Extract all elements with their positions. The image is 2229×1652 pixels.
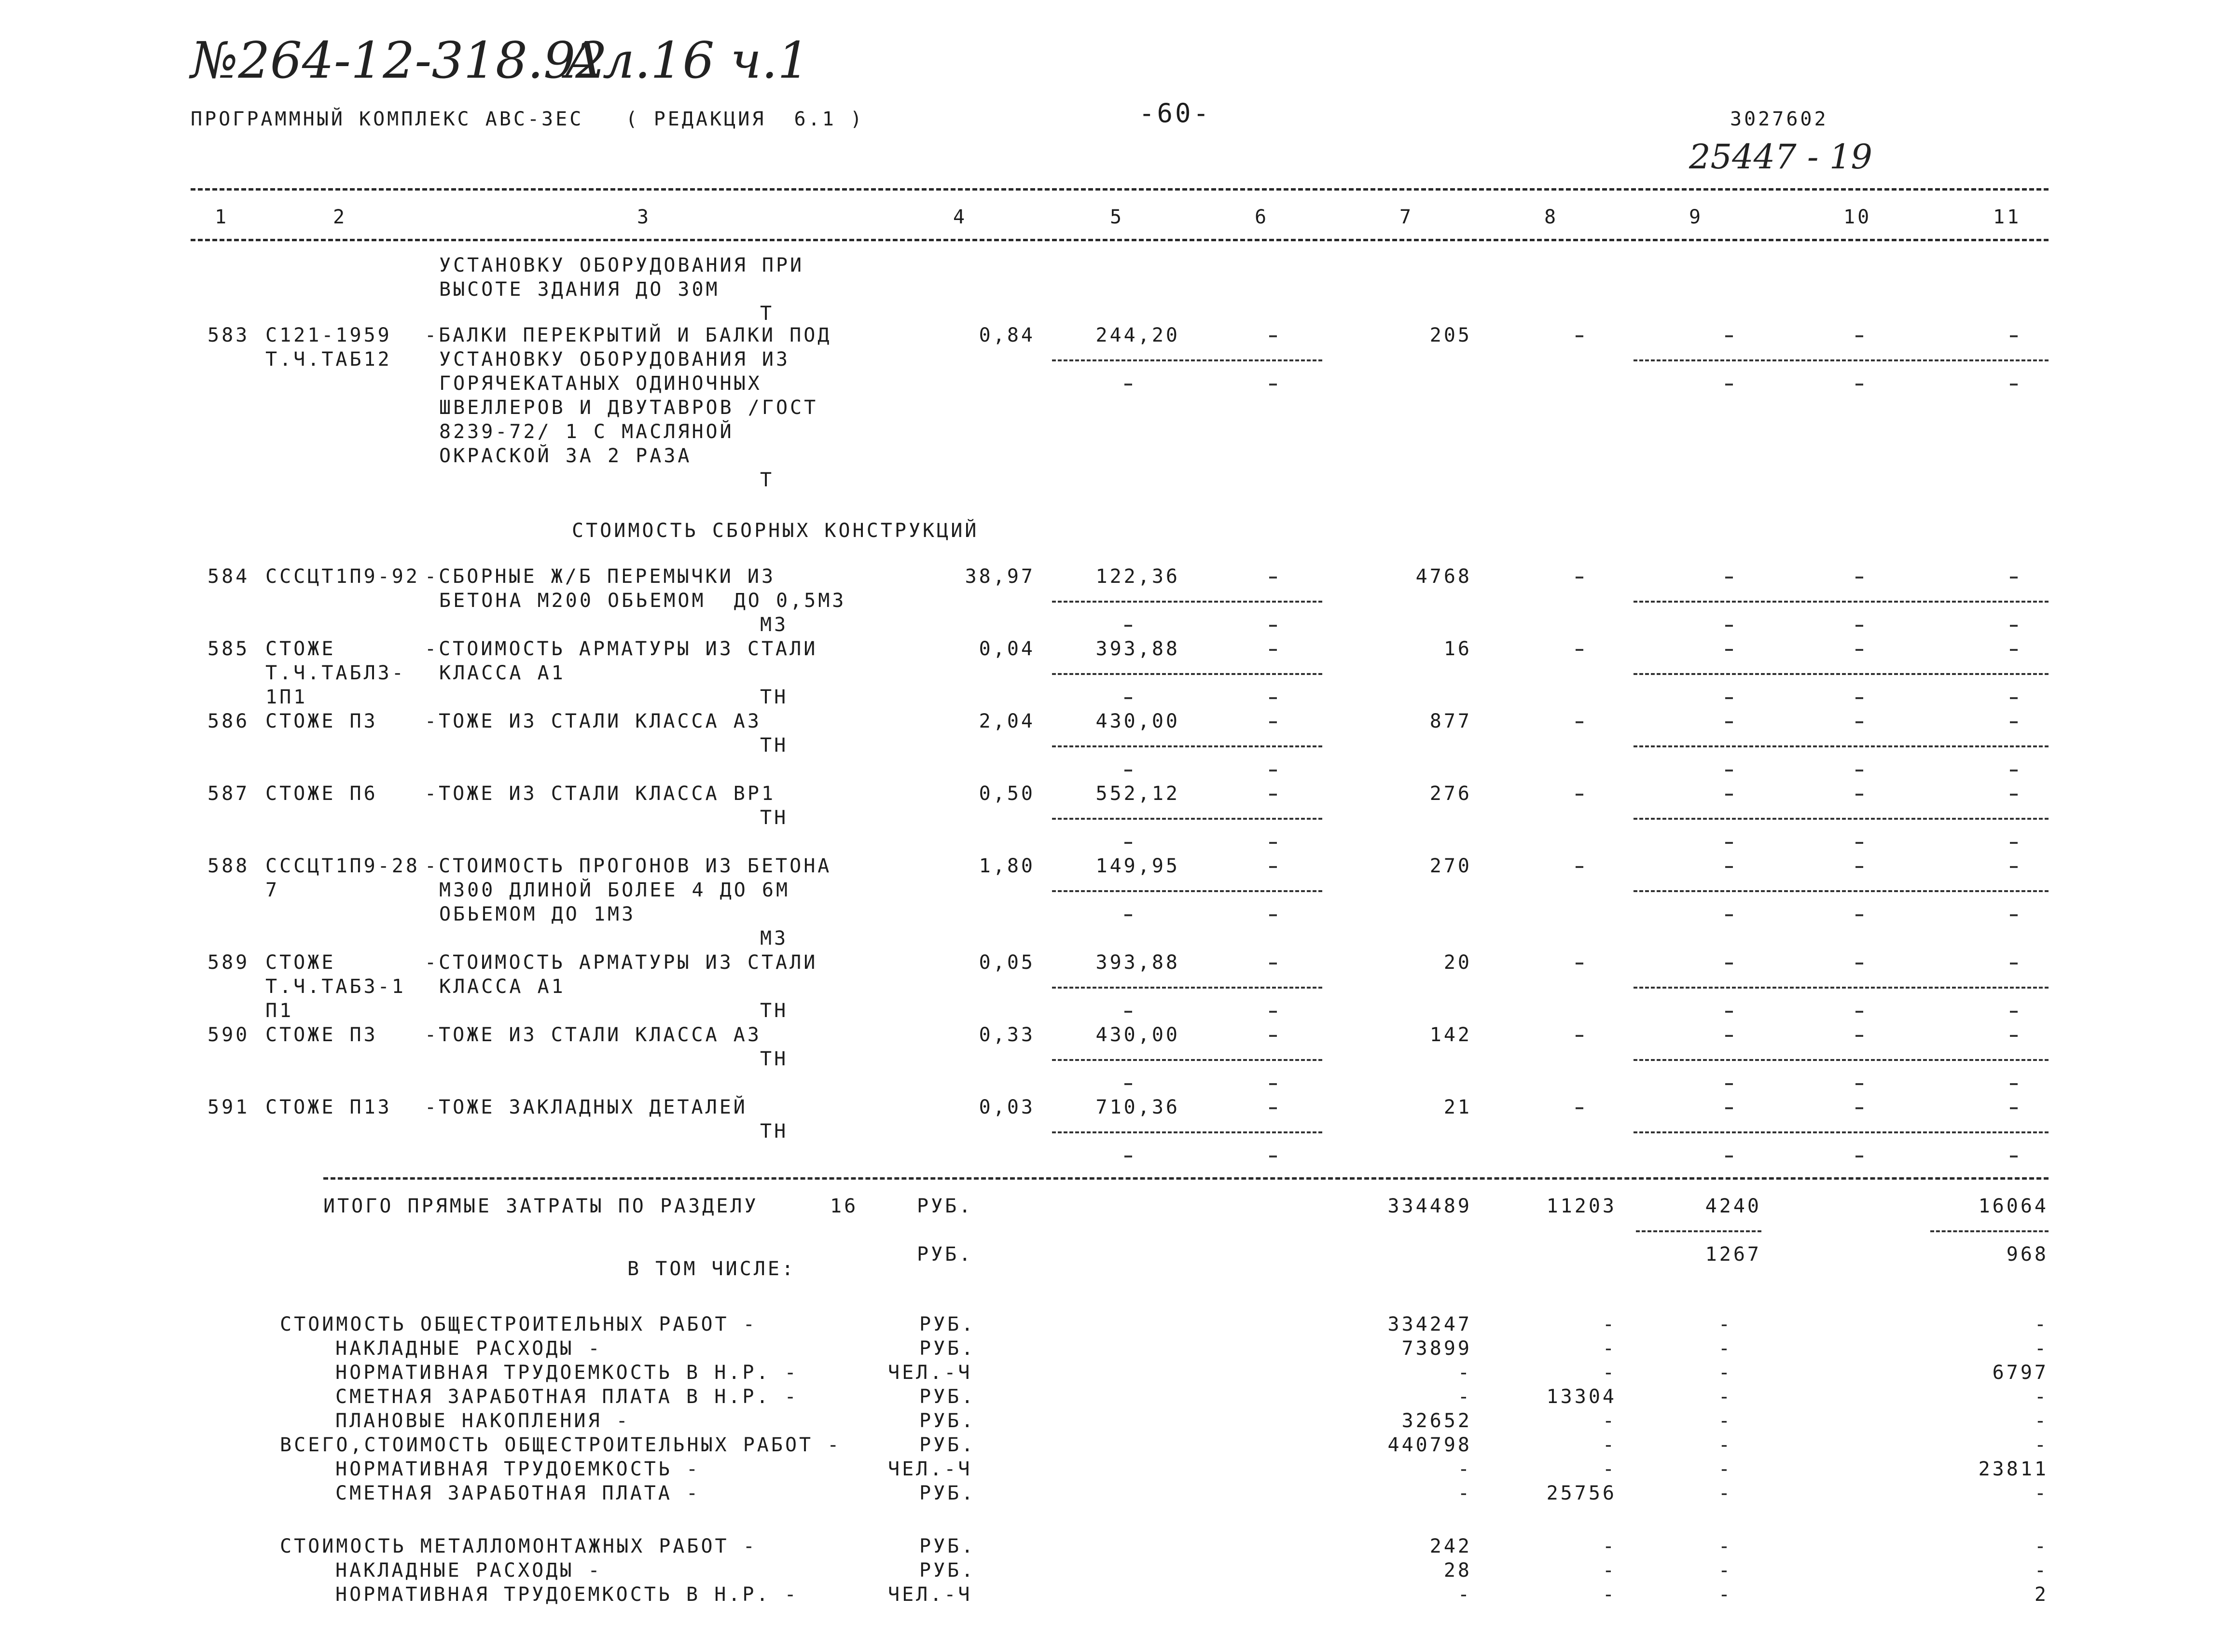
row-price: 430,00 <box>1095 710 1180 732</box>
column-number: 8 <box>1544 206 1559 228</box>
summary-label: ВСЕГО,СТОИМОСТЬ ОБЩЕСТРОИТЕЛЬНЫХ РАБОТ - <box>280 1434 842 1456</box>
row-unit: ТН <box>760 686 789 708</box>
row-code: СССЦТ1П9-28 <box>265 855 420 877</box>
row-unit: ТН <box>760 1048 789 1070</box>
row-quantity: 0,04 <box>979 638 1035 660</box>
row-number: 586 <box>208 710 250 732</box>
summary-unit: РУБ. <box>919 1386 976 1408</box>
column-number: 10 <box>1843 206 1872 228</box>
row-description: КЛАССА А1 <box>439 662 566 684</box>
row-price: 244,20 <box>1095 324 1180 346</box>
summary-c9: - <box>1718 1410 1732 1432</box>
empty-cell-dash <box>1725 335 1733 337</box>
summary-c11: - <box>2034 1337 2049 1360</box>
empty-cell-dash <box>1725 770 1733 771</box>
totals-c7: 334489 <box>1387 1195 1472 1217</box>
empty-cell-dash <box>1576 721 1583 723</box>
empty-cell-dash <box>1124 697 1132 699</box>
empty-cell-dash <box>1725 697 1733 699</box>
empty-cell-dash <box>2010 842 2018 844</box>
summary-label: СТОИМОСТЬ ОБЩЕСТРОИТЕЛЬНЫХ РАБОТ - <box>280 1313 757 1335</box>
column-number: 6 <box>1255 206 1269 228</box>
summary-label: ПЛАНОВЫЕ НАКОПЛЕНИЯ - <box>335 1410 630 1432</box>
row-unit: ТН <box>760 807 789 829</box>
summary-c11: 23811 <box>1978 1458 2049 1480</box>
header-top-rule <box>191 188 2049 191</box>
empty-cell-dash <box>1855 842 1863 844</box>
totals-section: 16 <box>830 1195 858 1217</box>
row-description: ГОРЯЧЕКАТАНЫХ ОДИНОЧНЫХ <box>439 372 762 395</box>
row-quantity: 2,04 <box>979 710 1035 732</box>
summary-label: НАКЛАДНЫЕ РАСХОДЫ - <box>335 1337 602 1360</box>
handwritten-sheet-ref: Ал.16 ч.1 <box>565 31 810 90</box>
row-code: СТОЖЕ П13 <box>265 1096 392 1118</box>
row-price: 393,88 <box>1095 951 1180 974</box>
row-sub-rule <box>1052 673 1322 675</box>
totals-sub-rule <box>1930 1230 2049 1232</box>
row-description: -СТОИМОСТЬ ПРОГОНОВ ИЗ БЕТОНА <box>425 855 832 877</box>
row-code: СССЦТ1П9-92 <box>265 565 420 588</box>
empty-cell-dash <box>1725 721 1733 723</box>
summary-c8: - <box>1602 1434 1617 1456</box>
empty-cell-dash <box>1124 1011 1132 1013</box>
summary-c8: - <box>1602 1535 1617 1557</box>
summary-c7: - <box>1457 1386 1472 1408</box>
empty-cell-dash <box>2010 1035 2018 1037</box>
empty-cell-dash <box>1855 963 1863 964</box>
continuation-line: ВЫСОТЕ ЗДАНИЯ ДО 30М <box>439 278 720 301</box>
summary-c8: 13304 <box>1546 1386 1617 1408</box>
empty-cell-dash <box>2010 335 2018 337</box>
row-number: 587 <box>208 783 250 805</box>
empty-cell-dash <box>2010 866 2018 868</box>
empty-cell-dash <box>1855 384 1863 385</box>
empty-cell-dash <box>2010 721 2018 723</box>
row-sub-rule <box>1052 818 1322 820</box>
row-code: С121-1959 <box>265 324 392 346</box>
summary-c11: - <box>2034 1559 2049 1582</box>
summary-c7: 32652 <box>1401 1410 1472 1432</box>
summary-unit: ЧЕЛ.-Ч <box>888 1362 972 1384</box>
empty-cell-dash <box>1855 1156 1863 1157</box>
totals-c11: 16064 <box>1978 1195 2049 1217</box>
summary-unit: РУБ. <box>919 1434 976 1456</box>
row-sub-rule <box>1052 1131 1322 1133</box>
summary-c8: 25756 <box>1546 1482 1617 1504</box>
summary-c7: - <box>1457 1362 1472 1384</box>
column-number: 3 <box>637 206 651 228</box>
empty-cell-dash <box>1855 577 1863 578</box>
row-total: 16 <box>1443 638 1472 660</box>
empty-cell-dash <box>1855 770 1863 771</box>
summary-unit: РУБ. <box>919 1559 976 1582</box>
row-number: 590 <box>208 1024 250 1046</box>
empty-cell-dash <box>1855 1035 1863 1037</box>
row-price: 393,88 <box>1095 638 1180 660</box>
column-number: 1 <box>215 206 229 228</box>
empty-cell-dash <box>1725 1107 1733 1109</box>
row-sub-rule <box>1634 890 2049 892</box>
row-number: 589 <box>208 951 250 974</box>
continuation-unit: Т <box>760 303 775 325</box>
empty-cell-dash <box>1269 842 1277 844</box>
row-description: -ТОЖЕ ЗАКЛАДНЫХ ДЕТАЛЕЙ <box>425 1096 748 1118</box>
empty-cell-dash <box>2010 1156 2018 1157</box>
empty-cell-dash <box>1269 697 1277 699</box>
row-sub-rule <box>1634 818 2049 820</box>
summary-c8: - <box>1602 1410 1617 1432</box>
empty-cell-dash <box>1124 384 1132 385</box>
column-number: 7 <box>1399 206 1414 228</box>
section-title: СТОИМОСТЬ СБОРНЫХ КОНСТРУКЦИЙ <box>572 520 979 542</box>
row-code: 7 <box>265 879 280 901</box>
handwritten-stamp-number: 25447 - 19 <box>1689 137 1872 177</box>
empty-cell-dash <box>1124 625 1132 627</box>
row-description: ОБЬЕМОМ ДО 1М3 <box>439 903 636 925</box>
row-sub-rule <box>1052 359 1322 361</box>
summary-label: СМЕТНАЯ ЗАРАБОТНАЯ ПЛАТА - <box>335 1482 701 1504</box>
totals-c8: 11203 <box>1546 1195 1617 1217</box>
empty-cell-dash <box>1576 1107 1583 1109</box>
empty-cell-dash <box>1124 914 1132 916</box>
summary-c9: - <box>1718 1434 1732 1456</box>
totals-c9: 1267 <box>1705 1243 1761 1266</box>
summary-c9: - <box>1718 1362 1732 1384</box>
empty-cell-dash <box>1576 794 1583 796</box>
empty-cell-dash <box>2010 697 2018 699</box>
row-code: 1П1 <box>265 686 308 708</box>
row-unit: ТН <box>760 1120 789 1143</box>
row-sub-rule <box>1634 1131 2049 1133</box>
totals-c11: 968 <box>2006 1243 2049 1266</box>
row-description: -ТОЖЕ ИЗ СТАЛИ КЛАССА ВР1 <box>425 783 776 805</box>
summary-unit: РУБ. <box>919 1535 976 1557</box>
row-total: 142 <box>1429 1024 1472 1046</box>
column-number: 11 <box>1993 206 2021 228</box>
row-sub-rule <box>1634 601 2049 603</box>
row-description: -ТОЖЕ ИЗ СТАЛИ КЛАССА А3 <box>425 710 761 732</box>
summary-c9: - <box>1718 1386 1732 1408</box>
column-number: 9 <box>1689 206 1703 228</box>
empty-cell-dash <box>1855 1107 1863 1109</box>
empty-cell-dash <box>1725 914 1733 916</box>
column-number: 2 <box>333 206 347 228</box>
totals-rule <box>323 1177 2049 1180</box>
summary-c11: - <box>2034 1535 2049 1557</box>
totals-label: ИТОГО ПРЯМЫЕ ЗАТРАТЫ ПО РАЗДЕЛУ <box>323 1195 759 1217</box>
summary-c7: 73899 <box>1401 1337 1472 1360</box>
empty-cell-dash <box>1124 842 1132 844</box>
empty-cell-dash <box>1855 1011 1863 1013</box>
totals-unit: РУБ. <box>917 1243 973 1266</box>
empty-cell-dash <box>1576 649 1583 651</box>
empty-cell-dash <box>1576 577 1583 578</box>
summary-c7: 440798 <box>1387 1434 1472 1456</box>
row-sub-rule <box>1052 601 1322 603</box>
summary-c8: - <box>1602 1583 1617 1606</box>
empty-cell-dash <box>1855 721 1863 723</box>
summary-c8: - <box>1602 1362 1617 1384</box>
summary-c11: 6797 <box>1992 1362 2049 1384</box>
empty-cell-dash <box>1725 384 1733 385</box>
empty-cell-dash <box>1725 963 1733 964</box>
summary-unit: РУБ. <box>919 1337 976 1360</box>
row-total: 4768 <box>1415 565 1472 588</box>
row-quantity: 1,80 <box>979 855 1035 877</box>
empty-cell-dash <box>2010 577 2018 578</box>
empty-cell-dash <box>2010 649 2018 651</box>
row-description: М300 ДЛИНОЙ БОЛЕЕ 4 ДО 6М <box>439 879 790 901</box>
empty-cell-dash <box>1124 1156 1132 1157</box>
row-sub-rule <box>1052 1059 1322 1061</box>
row-code: СТОЖЕ П6 <box>265 783 378 805</box>
empty-cell-dash <box>1855 914 1863 916</box>
empty-cell-dash <box>1725 1083 1733 1085</box>
summary-c11: - <box>2034 1386 2049 1408</box>
empty-cell-dash <box>1855 794 1863 796</box>
row-code: СТОЖЕ П3 <box>265 710 378 732</box>
empty-cell-dash <box>1725 866 1733 868</box>
row-sub-rule <box>1052 890 1322 892</box>
empty-cell-dash <box>1855 625 1863 627</box>
empty-cell-dash <box>1269 1107 1277 1109</box>
row-description: ШВЕЛЛЕРОВ И ДВУТАВРОВ /ГОСТ <box>439 397 818 419</box>
summary-unit: ЧЕЛ.-Ч <box>888 1583 972 1606</box>
empty-cell-dash <box>1576 963 1583 964</box>
row-description: ОКРАСКОЙ ЗА 2 РАЗА <box>439 445 692 467</box>
continuation-line: УСТАНОВКУ ОБОРУДОВАНИЯ ПРИ <box>439 254 804 276</box>
summary-label: СМЕТНАЯ ЗАРАБОТНАЯ ПЛАТА В Н.Р. - <box>335 1386 799 1408</box>
column-number: 5 <box>1110 206 1124 228</box>
row-code: П1 <box>265 1000 294 1022</box>
summary-c9: - <box>1718 1535 1732 1557</box>
row-code: СТОЖЕ П3 <box>265 1024 378 1046</box>
row-description: -БАЛКИ ПЕРЕКРЫТИЙ И БАЛКИ ПОД <box>425 324 832 346</box>
summary-c9: - <box>1718 1337 1732 1360</box>
totals-sub-rule <box>1636 1230 1761 1232</box>
summary-c8: - <box>1602 1458 1617 1480</box>
summary-c7: 28 <box>1443 1559 1472 1582</box>
empty-cell-dash <box>1269 649 1277 651</box>
empty-cell-dash <box>2010 963 2018 964</box>
summary-c8: - <box>1602 1337 1617 1360</box>
empty-cell-dash <box>1725 649 1733 651</box>
row-total: 877 <box>1429 710 1472 732</box>
totals-unit: РУБ. <box>917 1195 973 1217</box>
empty-cell-dash <box>1269 335 1277 337</box>
row-description: 8239-72/ 1 С МАСЛЯНОЙ <box>439 421 734 443</box>
summary-c7: - <box>1457 1583 1472 1606</box>
row-unit: ТН <box>760 734 789 757</box>
empty-cell-dash <box>1725 1011 1733 1013</box>
row-quantity: 0,50 <box>979 783 1035 805</box>
row-description: -СБОРНЫЕ Ж/Б ПЕРЕМЫЧКИ ИЗ <box>425 565 776 588</box>
empty-cell-dash <box>1269 1011 1277 1013</box>
empty-cell-dash <box>1269 794 1277 796</box>
row-number: 584 <box>208 565 250 588</box>
row-total: 21 <box>1443 1096 1472 1118</box>
row-sub-rule <box>1634 745 2049 747</box>
row-number: 583 <box>208 324 250 346</box>
summary-c9: - <box>1718 1313 1732 1335</box>
empty-cell-dash <box>1124 770 1132 771</box>
summary-unit: РУБ. <box>919 1313 976 1335</box>
empty-cell-dash <box>1576 1035 1583 1037</box>
row-code: СТОЖЕ <box>265 951 336 974</box>
summary-c9: - <box>1718 1458 1732 1480</box>
row-description: УСТАНОВКУ ОБОРУДОВАНИЯ ИЗ <box>439 348 790 371</box>
row-price: 122,36 <box>1095 565 1180 588</box>
row-price: 710,36 <box>1095 1096 1180 1118</box>
empty-cell-dash <box>1269 963 1277 964</box>
summary-c9: - <box>1718 1559 1732 1582</box>
row-price: 552,12 <box>1095 783 1180 805</box>
row-description: БЕТОНА М200 ОБЬЕМОМ ДО 0,5М3 <box>439 590 846 612</box>
row-total: 20 <box>1443 951 1472 974</box>
row-total: 276 <box>1429 783 1472 805</box>
row-price: 430,00 <box>1095 1024 1180 1046</box>
row-description: -СТОИМОСТЬ АРМАТУРЫ ИЗ СТАЛИ <box>425 638 818 660</box>
empty-cell-dash <box>1269 625 1277 627</box>
row-quantity: 0,05 <box>979 951 1035 974</box>
summary-c11: - <box>2034 1482 2049 1504</box>
program-title: ПРОГРАММНЫЙ КОМПЛЕКС АВС-3ЕС ( РЕДАКЦИЯ 6.1 ) <box>191 108 864 130</box>
empty-cell-dash <box>1269 866 1277 868</box>
row-sub-rule <box>1634 359 2049 361</box>
row-unit: ТН <box>760 1000 789 1022</box>
summary-c11: 2 <box>2034 1583 2049 1606</box>
summary-c8: - <box>1602 1559 1617 1582</box>
empty-cell-dash <box>1576 866 1583 868</box>
row-description: -ТОЖЕ ИЗ СТАЛИ КЛАССА А3 <box>425 1024 761 1046</box>
handwritten-doc-number: №264-12-318.92 <box>191 31 608 90</box>
totals-c9: 4240 <box>1705 1195 1761 1217</box>
row-code: СТОЖЕ <box>265 638 336 660</box>
summary-c9: - <box>1718 1482 1732 1504</box>
row-sub-rule <box>1634 673 2049 675</box>
row-unit: М3 <box>760 614 789 636</box>
empty-cell-dash <box>2010 1083 2018 1085</box>
summary-label: НАКЛАДНЫЕ РАСХОДЫ - <box>335 1559 602 1582</box>
row-price: 149,95 <box>1095 855 1180 877</box>
summary-c11: - <box>2034 1313 2049 1335</box>
empty-cell-dash <box>2010 770 2018 771</box>
row-total: 205 <box>1429 324 1472 346</box>
summary-c7: - <box>1457 1482 1472 1504</box>
empty-cell-dash <box>1725 577 1733 578</box>
row-code: Т.Ч.ТАБ12 <box>265 348 392 371</box>
empty-cell-dash <box>1124 1083 1132 1085</box>
empty-cell-dash <box>2010 384 2018 385</box>
row-sub-rule <box>1052 987 1322 989</box>
empty-cell-dash <box>1725 1035 1733 1037</box>
including-label: В ТОМ ЧИСЛЕ: <box>627 1258 796 1280</box>
summary-c7: 242 <box>1429 1535 1472 1557</box>
empty-cell-dash <box>2010 914 2018 916</box>
empty-cell-dash <box>2010 794 2018 796</box>
empty-cell-dash <box>1855 866 1863 868</box>
row-sub-rule <box>1634 987 2049 989</box>
empty-cell-dash <box>1269 721 1277 723</box>
row-description: -СТОИМОСТЬ АРМАТУРЫ ИЗ СТАЛИ <box>425 951 818 974</box>
column-number: 4 <box>953 206 968 228</box>
summary-c9: - <box>1718 1583 1732 1606</box>
row-sub-rule <box>1634 1059 2049 1061</box>
empty-cell-dash <box>1269 1156 1277 1157</box>
summary-c8: - <box>1602 1313 1617 1335</box>
header-bottom-rule <box>191 239 2049 241</box>
row-quantity: 0,03 <box>979 1096 1035 1118</box>
row-quantity: 0,84 <box>979 324 1035 346</box>
summary-c7: 334247 <box>1387 1313 1472 1335</box>
summary-c7: - <box>1457 1458 1472 1480</box>
row-quantity: 38,97 <box>965 565 1035 588</box>
empty-cell-dash <box>1269 1035 1277 1037</box>
row-quantity: 0,33 <box>979 1024 1035 1046</box>
document-code: 3027602 <box>1730 108 1828 130</box>
empty-cell-dash <box>1725 625 1733 627</box>
empty-cell-dash <box>1269 384 1277 385</box>
row-code: Т.Ч.ТАБЛ3- <box>265 662 406 684</box>
page-number: -60- <box>1139 98 1212 128</box>
row-number: 588 <box>208 855 250 877</box>
empty-cell-dash <box>1855 1083 1863 1085</box>
row-number: 591 <box>208 1096 250 1118</box>
summary-unit: РУБ. <box>919 1482 976 1504</box>
empty-cell-dash <box>2010 1011 2018 1013</box>
row-description: КЛАССА А1 <box>439 976 566 998</box>
summary-unit: РУБ. <box>919 1410 976 1432</box>
empty-cell-dash <box>1855 649 1863 651</box>
empty-cell-dash <box>1725 794 1733 796</box>
empty-cell-dash <box>1576 335 1583 337</box>
empty-cell-dash <box>1269 577 1277 578</box>
empty-cell-dash <box>1855 697 1863 699</box>
row-unit: М3 <box>760 927 789 950</box>
empty-cell-dash <box>2010 1107 2018 1109</box>
summary-label: НОРМАТИВНАЯ ТРУДОЕМКОСТЬ В Н.Р. - <box>335 1362 799 1384</box>
row-number: 585 <box>208 638 250 660</box>
summary-unit: ЧЕЛ.-Ч <box>888 1458 972 1480</box>
summary-label: НОРМАТИВНАЯ ТРУДОЕМКОСТЬ - <box>335 1458 701 1480</box>
empty-cell-dash <box>1725 1156 1733 1157</box>
empty-cell-dash <box>1725 842 1733 844</box>
row-unit: Т <box>760 469 775 491</box>
empty-cell-dash <box>1269 1083 1277 1085</box>
row-code: Т.Ч.ТАБ3-1 <box>265 976 406 998</box>
row-sub-rule <box>1052 745 1322 747</box>
empty-cell-dash <box>1855 335 1863 337</box>
summary-c11: - <box>2034 1410 2049 1432</box>
summary-label: СТОИМОСТЬ МЕТАЛЛОМОНТАЖНЫХ РАБОТ - <box>280 1535 757 1557</box>
summary-c11: - <box>2034 1434 2049 1456</box>
summary-label: НОРМАТИВНАЯ ТРУДОЕМКОСТЬ В Н.Р. - <box>335 1583 799 1606</box>
empty-cell-dash <box>1269 914 1277 916</box>
empty-cell-dash <box>2010 625 2018 627</box>
row-total: 270 <box>1429 855 1472 877</box>
empty-cell-dash <box>1269 770 1277 771</box>
